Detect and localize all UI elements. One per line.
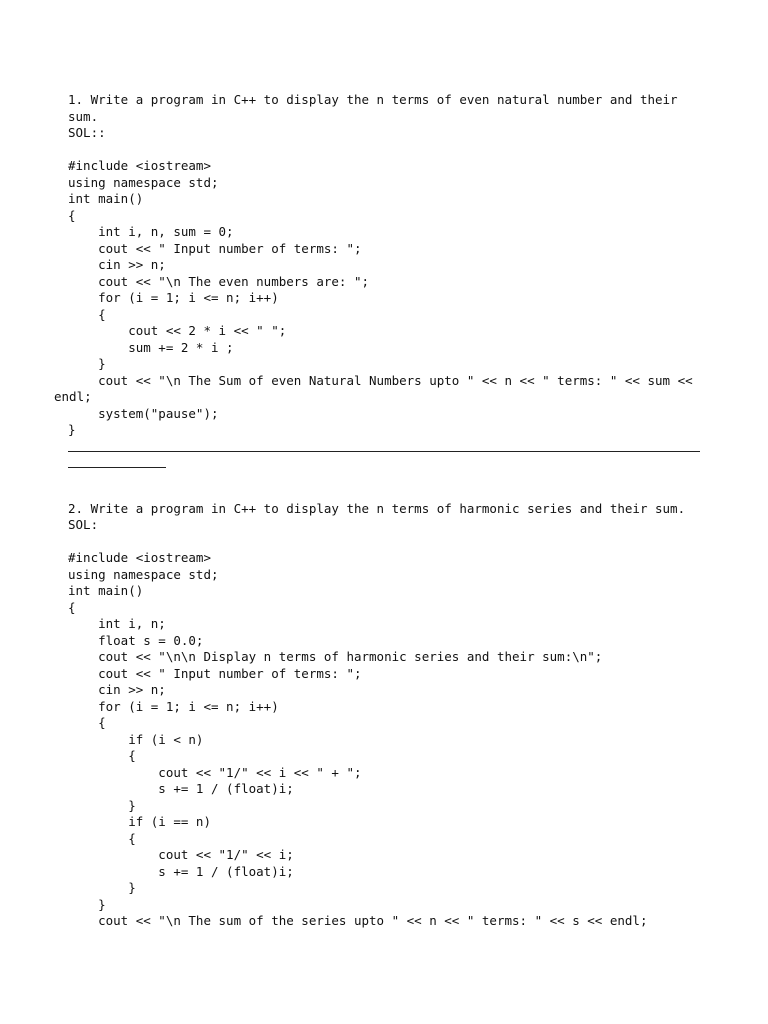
code-line: cin >> n;	[68, 257, 166, 272]
code-line-wrapped: endl;	[54, 389, 92, 404]
code-line: int i, n;	[68, 616, 166, 631]
question-2-title: 2. Write a program in C++ to display the n terms of harmonic series and their sum.	[68, 500, 686, 516]
question-1-solution-label: SOL::	[68, 125, 106, 140]
code-line: cout << "1/" << i << " + ";	[68, 764, 362, 780]
code-line: {	[68, 715, 106, 730]
code-line: for (i = 1; i <= n; i++)	[68, 290, 279, 305]
question-1-title-line-2: sum.	[68, 108, 99, 124]
section-divider	[68, 451, 700, 452]
code-line: cout << "\n The sum of the series upto " << n << " terms: " << s << endl;	[68, 913, 648, 928]
code-line: s += 1 / (float)i;	[68, 781, 294, 796]
code-line: {	[68, 830, 136, 846]
code-line: int i, n, sum = 0;	[68, 224, 234, 239]
code-line: {	[68, 599, 76, 615]
code-line: cout << " Input number of terms: ";	[68, 240, 362, 256]
blank-line	[68, 484, 704, 501]
code-line: }	[68, 896, 106, 912]
question-1	[54, 92, 704, 439]
code-line: #include <iostream>	[68, 550, 211, 565]
code-line: cout << "\n The Sum of even Natural Numbers upto " << n << " terms: " << sum <<	[68, 372, 693, 388]
code-line: sum += 2 * i ;	[68, 339, 234, 355]
code-line: cin >> n;	[68, 682, 166, 697]
blank-line	[68, 534, 704, 551]
document-page	[54, 92, 704, 930]
code-line: }	[68, 422, 76, 437]
question-1-code-block	[54, 158, 704, 439]
code-line: {	[68, 306, 106, 322]
code-line: if (i < n)	[68, 731, 204, 747]
code-line: for (i = 1; i <= n; i++)	[68, 698, 279, 714]
code-line: cout << "\n The even numbers are: ";	[68, 273, 370, 289]
code-line: if (i == n)	[68, 814, 211, 829]
code-line: {	[68, 207, 76, 223]
code-line: }	[68, 797, 136, 813]
question-2-solution-label: SOL:	[68, 517, 99, 532]
code-line: cout << "1/" << i;	[68, 847, 294, 862]
code-line: cout << " Input number of terms: ";	[68, 665, 362, 681]
code-line: using namespace std;	[68, 174, 219, 190]
blank-line	[68, 142, 704, 159]
code-line: cout << "\n\n Display n terms of harmonic series and their sum:\n";	[68, 649, 603, 664]
code-line: int main()	[68, 191, 144, 206]
code-line: system("pause");	[68, 405, 219, 421]
code-line: }	[68, 880, 136, 895]
code-line: using namespace std;	[68, 566, 219, 582]
question-1-title-line-1: 1. Write a program in C++ to display the n terms of even natural number and their	[68, 92, 678, 107]
question-2	[68, 501, 704, 930]
code-line: s += 1 / (float)i;	[68, 863, 294, 879]
code-line: }	[68, 356, 106, 371]
blank-line	[68, 468, 704, 485]
code-line: {	[68, 748, 136, 763]
code-line: #include <iostream>	[68, 158, 211, 173]
code-line: int main()	[68, 583, 144, 598]
code-line: float s = 0.0;	[68, 632, 204, 648]
code-line: cout << 2 * i << " ";	[68, 323, 287, 338]
question-2-code-block	[68, 550, 704, 930]
